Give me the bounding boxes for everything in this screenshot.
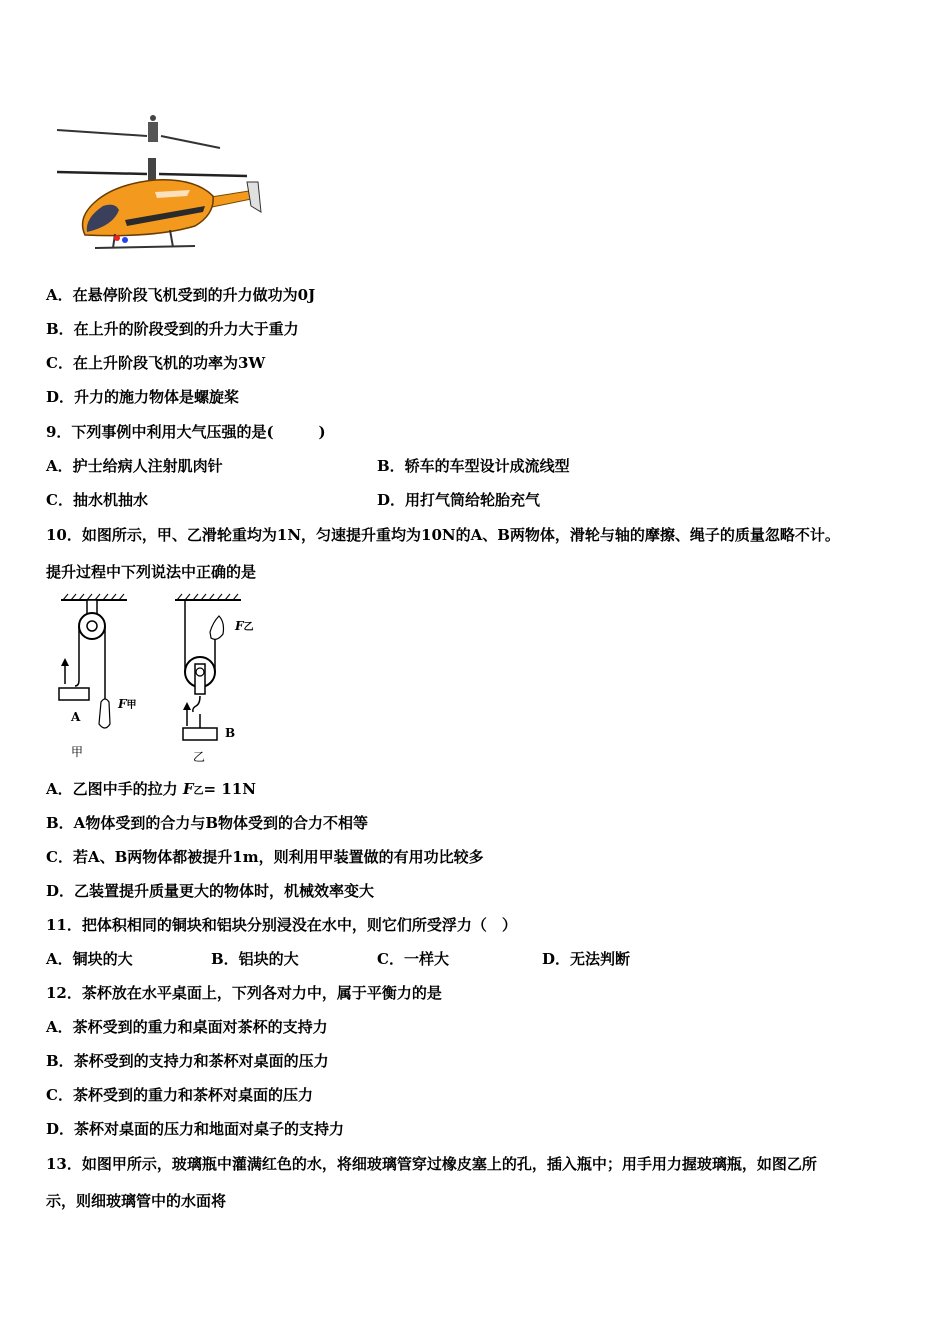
q10-option-c: C．若A、B两物体都被提升1m，则利用甲装置做的有用功比较多 bbox=[46, 848, 484, 866]
q11-option-b: B．铝块的大 bbox=[211, 950, 299, 968]
q12-option-b: B．茶杯受到的支持力和茶杯对桌面的压力 bbox=[46, 1052, 329, 1070]
label-yi: 乙 bbox=[193, 750, 206, 764]
q9-option-b: B．轿车的车型设计成流线型 bbox=[377, 457, 570, 475]
q11-option-c: C．一样大 bbox=[377, 950, 449, 968]
label-f-yi-letter: F bbox=[235, 619, 244, 633]
label-f-jia-letter: F bbox=[118, 697, 127, 711]
label-f-yi-sub: 乙 bbox=[243, 622, 254, 633]
label-a: A bbox=[71, 710, 81, 724]
q12-option-d: D．茶杯对桌面的压力和地面对桌子的支持力 bbox=[46, 1120, 345, 1138]
q10-option-d: D．乙装置提升质量更大的物体时，机械效率变大 bbox=[46, 882, 375, 900]
q13-stem-line2: 示，则细玻璃管中的水面将 bbox=[46, 1192, 227, 1210]
q10-option-a-f: F bbox=[182, 780, 194, 798]
label-b: B bbox=[225, 726, 236, 740]
q8-option-a: A．在悬停阶段飞机受到的升力做功为0J bbox=[46, 286, 316, 304]
q10-option-b: B．A物体受到的合力与B物体受到的合力不相等 bbox=[46, 814, 368, 832]
q8-option-c: C．在上升阶段飞机的功率为3W bbox=[46, 354, 266, 372]
pulley-figure bbox=[55, 592, 275, 767]
q11-option-a: A．铜块的大 bbox=[46, 950, 133, 968]
q8-option-b: B．在上升的阶段受到的升力大于重力 bbox=[46, 320, 299, 338]
q10-option-a-prefix: A．乙图中手的拉力 bbox=[46, 780, 183, 798]
q9-option-d: D．用打气筒给轮胎充气 bbox=[377, 491, 541, 509]
q10-option-a bbox=[46, 779, 256, 802]
q12-option-a: A．茶杯受到的重力和桌面对茶杯的支持力 bbox=[46, 1018, 328, 1036]
q9-option-c: C．抽水机抽水 bbox=[46, 491, 148, 509]
q10-stem-line1: 10．如图所示，甲、乙滑轮重均为1N，匀速提升重均为10N的A、B两物体，滑轮与轴的摩擦、绳子的质量忽略不计。 bbox=[46, 526, 840, 544]
q10-stem-line2: 提升过程中下列说法中正确的是 bbox=[46, 563, 257, 581]
label-f-jia-sub: 甲 bbox=[126, 700, 137, 711]
q12-option-c: C．茶杯受到的重力和茶杯对桌面的压力 bbox=[46, 1086, 313, 1104]
q13-stem-line1: 13．如图甲所示，玻璃瓶中灌满红色的水，将细玻璃管穿过橡皮塞上的孔，插入瓶中；用手用力握玻璃瓶，如图乙所 bbox=[46, 1155, 817, 1173]
q9-option-a: A．护士给病人注射肌肉针 bbox=[46, 457, 223, 475]
q8-option-d: D．升力的施力物体是螺旋桨 bbox=[46, 388, 240, 406]
q12-stem: 12．茶杯放在水平桌面上，下列各对力中，属于平衡力的是 bbox=[46, 984, 442, 1002]
q10-option-a-sub: 乙 bbox=[193, 786, 204, 797]
label-f-yi bbox=[235, 618, 254, 633]
label-jia: 甲 bbox=[71, 745, 84, 759]
q10-option-a-value: = 11N bbox=[203, 780, 256, 798]
q11-option-d: D．无法判断 bbox=[542, 950, 631, 968]
helicopter-image bbox=[55, 110, 265, 260]
q11-stem: 11．把体积相同的铜块和铝块分别浸没在水中，则它们所受浮力（ ） bbox=[46, 916, 517, 934]
label-f-jia bbox=[118, 696, 137, 711]
q9-stem: 9．下列事例中利用大气压强的是( ) bbox=[46, 423, 326, 441]
